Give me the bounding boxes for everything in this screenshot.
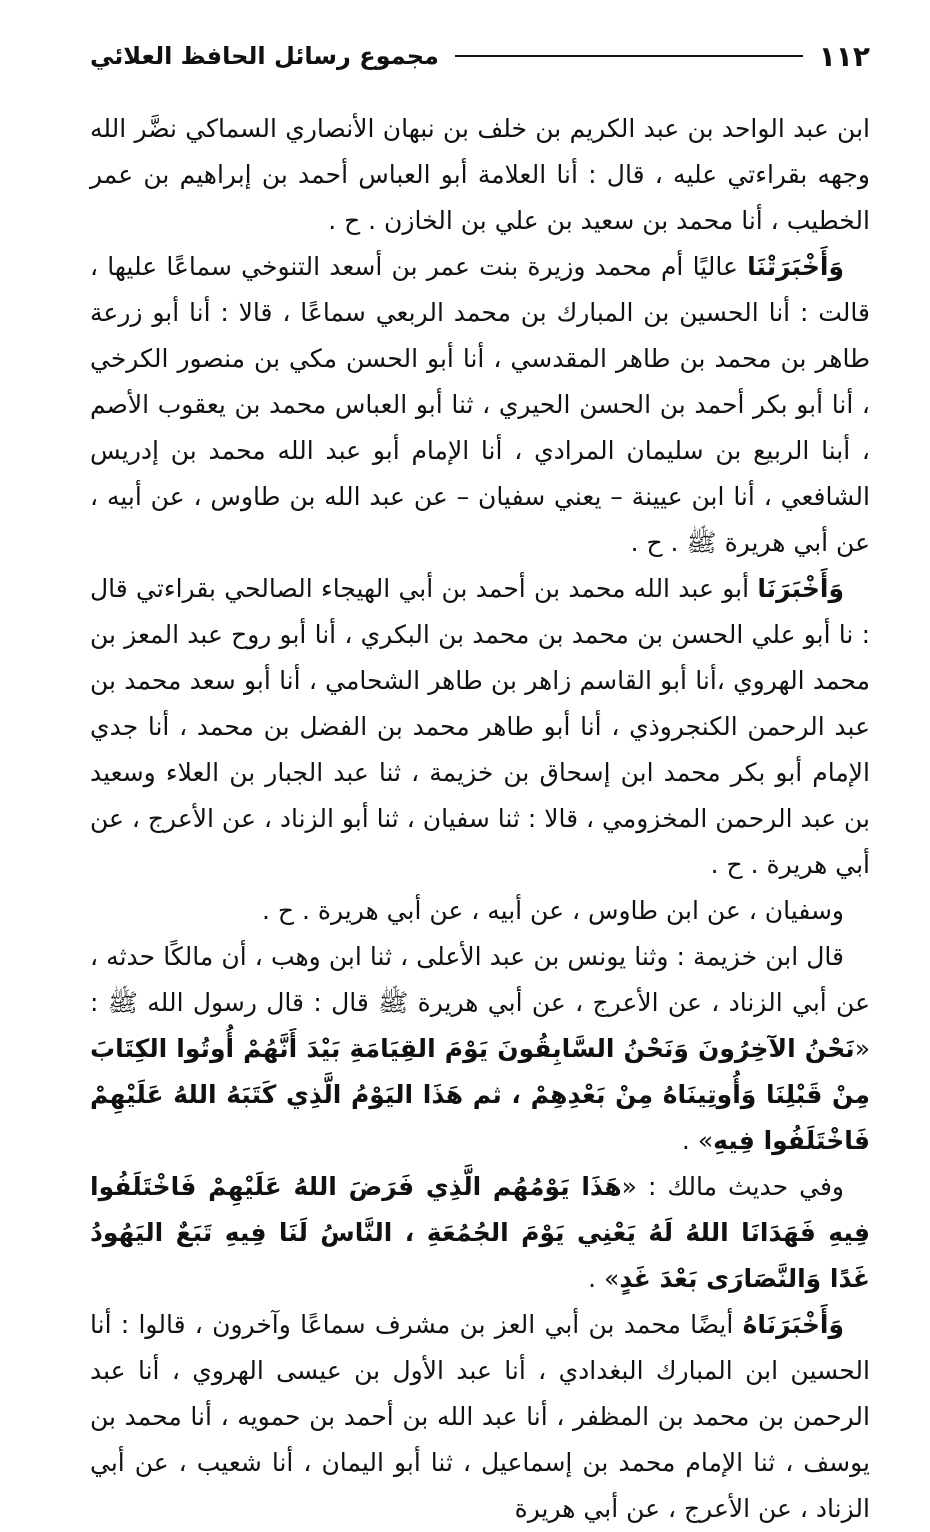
page-number: ١١٢ — [818, 39, 870, 73]
paragraph-text: وسفيان ، عن ابن طاوس ، عن أبيه ، عن أبي هريرة . ح . — [262, 896, 844, 925]
page-header — [90, 36, 870, 76]
hadith-quote: نَحْنُ الآخِرُونَ وَنَحْنُ السَّابِقُونَ يَوْمَ القِيَامَةِ بَيْدَ أَنَّهُمْ أُوتُوا الكِتَابَ مِنْ قَبْلِنَا وَأُوتِينَاهُ مِنْ بَعْدِهِمْ ، ثم هَذَا اليَوْمُ الَّذِي كَتَبَهُ اللهُ عَلَيْهِمْ فَاخْتَلَفُوا فِيهِ — [90, 1034, 870, 1155]
body-text — [90, 106, 870, 1532]
paragraph-1 — [90, 106, 870, 244]
final-paragraph — [90, 1302, 870, 1532]
malik-intro: وفي حديث مالك : « — [621, 1172, 844, 1201]
malik-paragraph — [90, 1164, 870, 1302]
hadith-close: » . — [681, 1126, 714, 1155]
paragraph-text: عاليًا أم محمد وزيرة بنت عمر بن أسعد التنوخي سماعًا عليها ، قالت : أنا الحسين بن المبارك بن محمد الربعي سماعًا ، قالا : أنا أبو زرعة طاهر بن محمد بن طاهر المقدسي ، أنا أبو الحسن مكي بن منصور الكرخي ، أنا أبو بكر أحمد بن الحسن الحيري ، ثنا أبو العباس محمد بن يعقوب الأصم ، أبنا الربيع بن سليمان المرادي ، أنا الإمام أبو عبد الله محمد بن إدريس الشافعي ، أنا ابن عيينة – يعني سفيان – عن عبد الله بن طاوس ، عن أبيه ، عن أبي هريرة ﷺ . ح . — [90, 252, 870, 557]
malik-quote: هَذَا يَوْمُهُم الَّذِي فَرَضَ اللهُ عَلَيْهِمْ فَاخْتَلَفُوا فِيهِ فَهَدَانَا اللهُ لَهُ يَعْنِي يَوْمَ الجُمُعَةِ ، النَّاسُ لَنَا فِيهِ تَبَعٌ اليَهُودُ غَدًا وَالنَّصَارَى بَعْدَ غَدٍ — [90, 1172, 870, 1293]
paragraph-text: أيضًا محمد بن أبي العز بن مشرف سماعًا وآخرون ، قالوا : أنا الحسين ابن المبارك البغدادي ، أنا عبد الأول بن عيسى الهروي ، أنا عبد الرحمن بن محمد بن المظفر ، أنا عبد الله بن أحمد بن حمويه ، أنا محمد بن يوسف ، ثنا الإمام محمد بن إسماعيل ، ثنا أبو اليمان ، أنا شعيب ، عن أبي الزناد ، عن الأعرج ، عن أبي هريرة — [90, 1310, 870, 1523]
paragraph-text: أبو عبد الله محمد بن أحمد بن أبي الهيجاء الصالحي بقراءتي قال : نا أبو علي الحسن بن محمد بن محمد بن البكري ، أنا أبو روح عبد المعز بن محمد الهروي ،أنا أبو القاسم زاهر بن طاهر الشحامي ، أنا أبو سعد محمد بن عبد الرحمن الكنجروذي ، أنا أبو طاهر محمد بن الفضل بن محمد ، أنا جدي الإمام أبو بكر محمد ابن إسحاق بن خزيمة ، ثنا عبد الجبار بن العلاء وسعيد بن عبد الرحمن المخزومي ، قالا : ثنا سفيان ، ثنا أبو الزناد ، عن الأعرج ، عن أبي هريرة . ح . — [90, 574, 870, 879]
hadith-paragraph — [90, 934, 870, 1164]
paragraph-2 — [90, 244, 870, 566]
header-rule — [455, 55, 803, 57]
paragraph-4 — [90, 888, 870, 934]
running-title: مجموع رسائل الحافظ العلائي — [90, 42, 439, 70]
malik-close: » . — [588, 1264, 620, 1293]
paragraph-text: ابن عبد الواحد بن عبد الكريم بن خلف بن نبهان الأنصاري السماكي نضَّر الله وجهه بقراءتي عليه ، قال : أنا العلامة أبو العباس أحمد بن إبراهيم بن عمر الخطيب ، أنا محمد بن سعيد بن علي بن الخازن . ح . — [90, 114, 870, 235]
paragraph-3 — [90, 566, 870, 888]
paragraph-lead: وَأَخْبَرَنَاهُ — [742, 1310, 844, 1339]
paragraph-lead: وَأَخْبَرَتْنَا — [747, 252, 844, 281]
paragraph-lead: وَأَخْبَرَنَا — [757, 574, 844, 603]
hadith-intro: قال ابن خزيمة : وثنا يونس بن عبد الأعلى ، ثنا ابن وهب ، أن مالكًا حدثه ، عن أبي الزناد ، عن الأعرج ، عن أبي هريرة ﷺ قال : قال رسول الله ﷺ : « — [90, 942, 870, 1063]
